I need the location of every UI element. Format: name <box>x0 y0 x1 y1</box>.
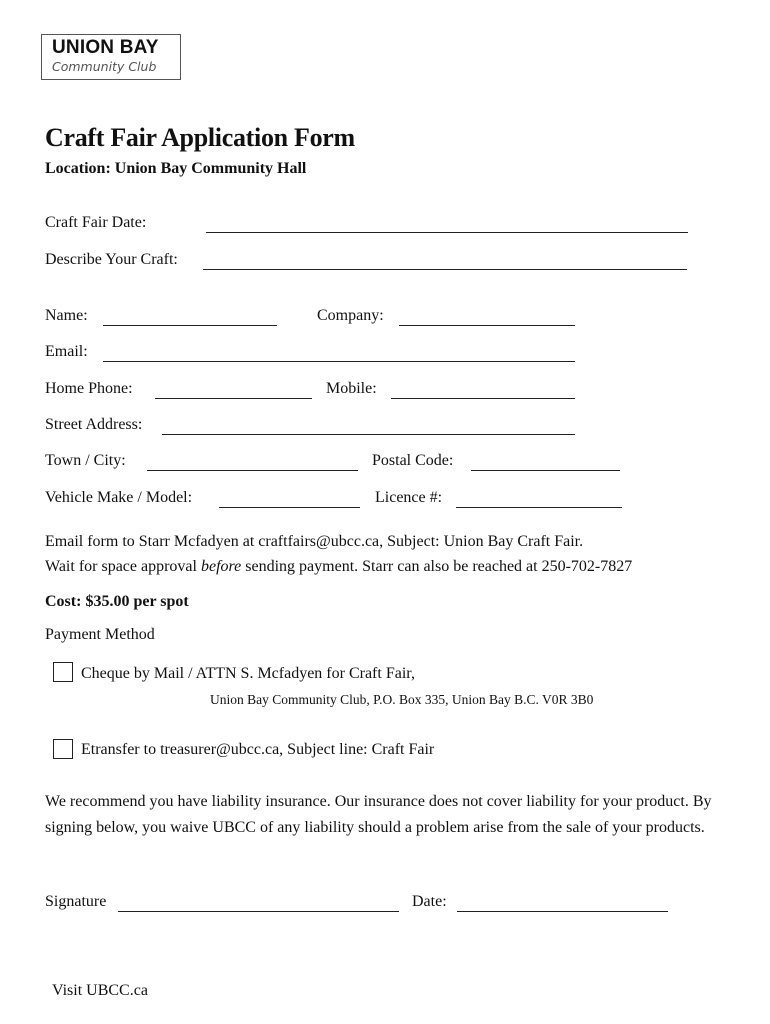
describe-craft-field[interactable] <box>203 269 687 270</box>
liability-notice: We recommend you have liability insurance. Our insurance does not cover liability for your product. By signing below, you waive UBCC of any liability should a problem arise from the sale of your products. <box>45 793 712 836</box>
mobile-label: Mobile: <box>326 380 377 397</box>
logo <box>41 34 181 80</box>
name-field[interactable] <box>103 325 277 326</box>
name-label: Name: <box>45 307 88 324</box>
instructions-line-2 <box>45 558 632 576</box>
payment-method-heading: Payment Method <box>45 626 155 643</box>
etransfer-option-label: Etransfer to treasurer@ubcc.ca, Subject line: Craft Fair <box>81 741 435 758</box>
email-label: Email: <box>45 343 88 360</box>
location-text: Location: Union Bay Community Hall <box>45 160 307 177</box>
footer-link[interactable]: Visit UBCC.ca <box>52 982 148 999</box>
date-label: Date: <box>412 893 447 910</box>
signature-label: Signature <box>45 893 107 910</box>
street-address-label: Street Address: <box>45 416 143 433</box>
postal-code-label: Postal Code: <box>372 452 454 469</box>
vehicle-label: Vehicle Make / Model: <box>45 489 193 506</box>
email-field[interactable] <box>103 361 575 362</box>
vehicle-field[interactable] <box>219 507 360 508</box>
signature-field[interactable] <box>118 911 399 912</box>
etransfer-checkbox[interactable] <box>53 739 73 759</box>
licence-field[interactable] <box>456 507 622 508</box>
town-city-label: Town / City: <box>45 452 126 469</box>
logo-main-text: UNION BAY <box>52 37 159 58</box>
instructions-line-2-pre: Wait for space approval <box>45 558 201 575</box>
postal-code-field[interactable] <box>471 470 620 471</box>
craft-fair-date-label: Craft Fair Date: <box>45 214 147 231</box>
logo-sub-text: Community Club <box>52 59 157 74</box>
licence-label: Licence #: <box>375 489 443 506</box>
mobile-field[interactable] <box>391 398 575 399</box>
instructions-emphasis: before <box>200 558 242 575</box>
date-field[interactable] <box>457 911 668 912</box>
page-title: Craft Fair Application Form <box>45 123 355 152</box>
cheque-address: Union Bay Community Club, P.O. Box 335, Union Bay B.C. V0R 3B0 <box>210 692 594 707</box>
street-address-field[interactable] <box>162 434 575 435</box>
instructions-line-2-post: sending payment. Starr can also be reached at 250-702-7827 <box>241 558 633 575</box>
company-field[interactable] <box>399 325 575 326</box>
craft-fair-date-field[interactable] <box>206 232 688 233</box>
home-phone-field[interactable] <box>155 398 312 399</box>
instructions-line-1: Email form to Starr Mcfadyen at craftfairs@ubcc.ca, Subject: Union Bay Craft Fair. <box>45 533 584 550</box>
home-phone-label: Home Phone: <box>45 380 133 397</box>
town-city-field[interactable] <box>147 470 358 471</box>
cost-text: Cost: $35.00 per spot <box>45 593 189 610</box>
company-label: Company: <box>317 307 384 324</box>
describe-craft-label: Describe Your Craft: <box>45 251 178 268</box>
cheque-option-label: Cheque by Mail / ATTN S. Mcfadyen for Craft Fair, <box>81 665 415 682</box>
cheque-checkbox[interactable] <box>53 662 73 682</box>
